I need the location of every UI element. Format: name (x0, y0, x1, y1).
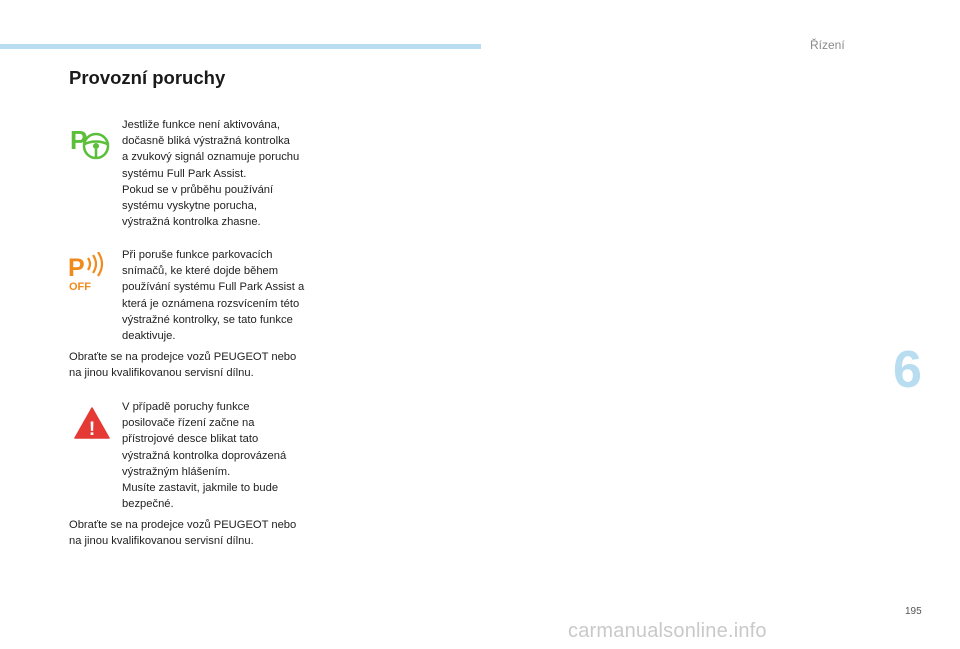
block-1-text: Jestliže funkce není aktivována, dočasně bliká výstražná kontrolka a zvukový signál oznamuje poruchu systému Full Park Assist. Pokud se v průběhu používání systému vyskytne porucha, výstražná kontrolka zhasne. (122, 119, 300, 229)
watermark-link[interactable]: carmanualsonline.info (568, 620, 767, 642)
warning-triangle-icon (74, 407, 110, 439)
park-sensors-off-icon (68, 252, 110, 292)
block-2-text: Při poruše funkce parkovacích snímačů, ke které dojde během používání systému Full Park Assist a která je oznámena rozsvícením této výstražné kontrolky, se tato funkce deaktivuje. (122, 249, 305, 343)
svg-text:OFF: OFF (69, 281, 91, 292)
note-2: Obraťte se na prodejce vozů PEUGEOT nebo na jinou kvalifikovanou servisní dílnu. (69, 519, 297, 548)
chapter-number: 6 (893, 341, 922, 399)
top-accent-bar (0, 44, 481, 49)
block-3-text: V případě poruchy funkce posilovače řízení začne na přístrojové desce blikat tato výstražná kontrolka doprovázená výstražným hlášením. Musíte zastavit, jakmile to bude bezpečné. (122, 401, 287, 511)
page-number: 195 (905, 606, 922, 617)
park-assist-steering-wheel-icon (70, 123, 112, 161)
section-label: Řízení (810, 38, 845, 52)
svg-text:!: ! (88, 419, 96, 439)
svg-text:P: P (70, 125, 88, 155)
svg-text:P: P (68, 254, 85, 282)
note-1: Obraťte se na prodejce vozů PEUGEOT nebo na jinou kvalifikovanou servisní dílnu. (69, 351, 297, 380)
page-title: Provozní poruchy (69, 67, 226, 88)
